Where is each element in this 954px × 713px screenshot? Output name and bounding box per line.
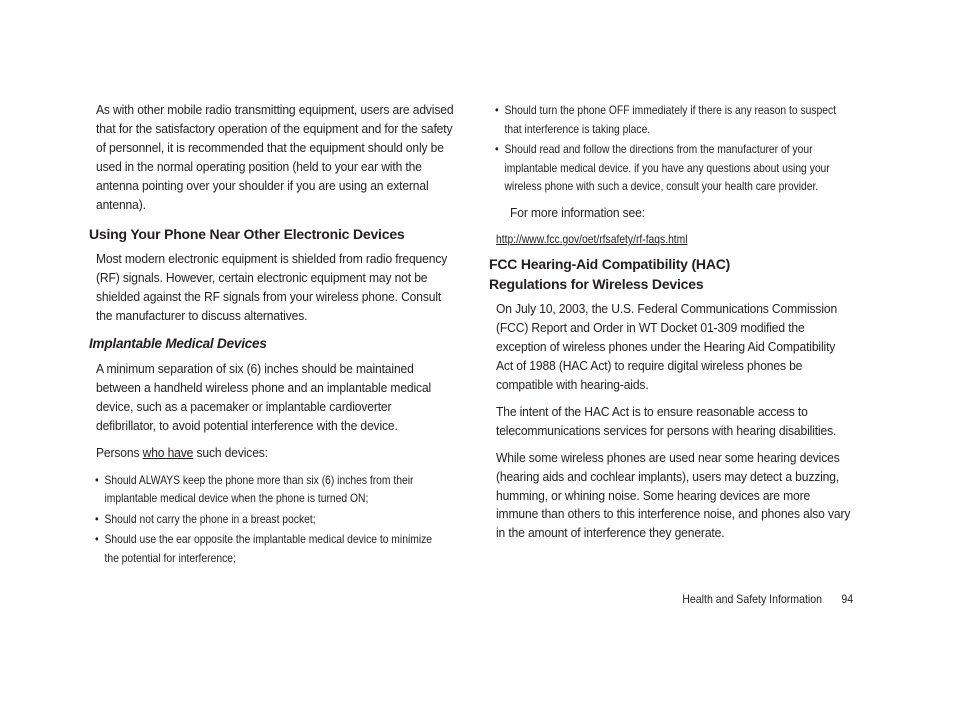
- hac-paragraph-2: The intent of the HAC Act is to ensure reasonable access to telecommunications services for persons with hearing disabilities.: [496, 403, 837, 438]
- left-column: [89, 101, 459, 573]
- more-info-label: For more information see:: [510, 204, 645, 220]
- right-column: [489, 101, 859, 551]
- bullet-icon: •: [495, 142, 499, 156]
- heading-line-2: Regulations for Wireless Devices: [489, 276, 704, 293]
- list-item: [95, 471, 448, 508]
- hac-paragraph-1: On July 10, 2003, the U.S. Federal Communications Commission (FCC) Report and Order in WT Docket 01-309 modified the exception of wireless phones under the Hearing Aid Compatibility Act of 1988 (HAC Act) to require digital wireless phones be compatible with hearing-aids.: [496, 301, 838, 393]
- heading-line-1: FCC Hearing-Aid Compatibility (HAC): [489, 256, 731, 273]
- persons-intro: [96, 444, 454, 463]
- persons-underlined: who have: [142, 444, 194, 460]
- footer-section-title: Health and Safety Information: [682, 592, 822, 606]
- bullet-text: Should ALWAYS keep the phone more than six (6) inches from their implantable medical device when the phone is turned ON;: [104, 472, 414, 506]
- intro-paragraph: As with other mobile radio transmitting equipment, users are advised that for the satisfactory operation of the equipment and for the safety of personnel, it is recommended that the equipment should only be used in the normal operating position (held to your ear with the antenna pointing over your shoulder if you are using an external antenna).: [96, 102, 454, 212]
- electronic-devices-paragraph: Most modern electronic equipment is shielded from radio frequency (RF) signals. However, certain electronic equipment may not be shielded against the RF signals from your wireless phone. Consult the manufacturer to discuss alternatives.: [96, 251, 448, 324]
- bullet-text: Should not carry the phone in a breast pocket;: [104, 511, 316, 526]
- persons-suffix: such devices:: [193, 444, 268, 460]
- bullet-text: Should use the ear opposite the implantable medical device to minimize the potential for interference;: [104, 532, 433, 565]
- right-bullet-list: [495, 101, 859, 196]
- left-bullet-list: [95, 471, 459, 568]
- implantable-devices-paragraph: A minimum separation of six (6) inches should be maintained between a handheld wireless phone and an implantable medical device, such as a pacemaker or implantable cardioverter defibrillator, to avoid potential interference with the device.: [96, 361, 432, 433]
- fcc-faq-link[interactable]: http://www.fcc.gov/oet/rfsafety/rf-faqs.html: [496, 232, 688, 247]
- bullet-text: Should read and follow the directions from the manufacturer of your implantable medical device. if you have any questions about using your wireless phone with such a device, consult your health care provider.: [504, 142, 830, 193]
- page-footer: [682, 591, 853, 607]
- page-number: 94: [841, 592, 853, 606]
- link-paragraph: [496, 230, 859, 248]
- list-item: [95, 510, 448, 529]
- list-item: [495, 101, 848, 138]
- list-item: [95, 530, 448, 567]
- bullet-icon: •: [95, 532, 99, 547]
- heading-electronic-devices: Using Your Phone Near Other Electronic Devices: [89, 226, 405, 243]
- list-item: [495, 140, 848, 196]
- bullet-icon: •: [495, 103, 499, 117]
- bullet-icon: •: [95, 472, 99, 487]
- hac-paragraph-3: While some wireless phones are used near some hearing devices (hearing aids and cochlear implants), users may detect a buzzing, humming, or whining noise. Some hearing devices are more immune than others to this interference noise, and phones also vary in the amount of interference they generate.: [496, 449, 851, 541]
- persons-prefix: Persons: [96, 444, 143, 460]
- heading-implantable-devices: Implantable Medical Devices: [89, 336, 267, 352]
- bullet-icon: •: [95, 511, 99, 526]
- bullet-text: Should turn the phone OFF immediately if there is any reason to suspect that interference is taking place.: [504, 103, 837, 136]
- heading-hac-regulations: [489, 254, 859, 294]
